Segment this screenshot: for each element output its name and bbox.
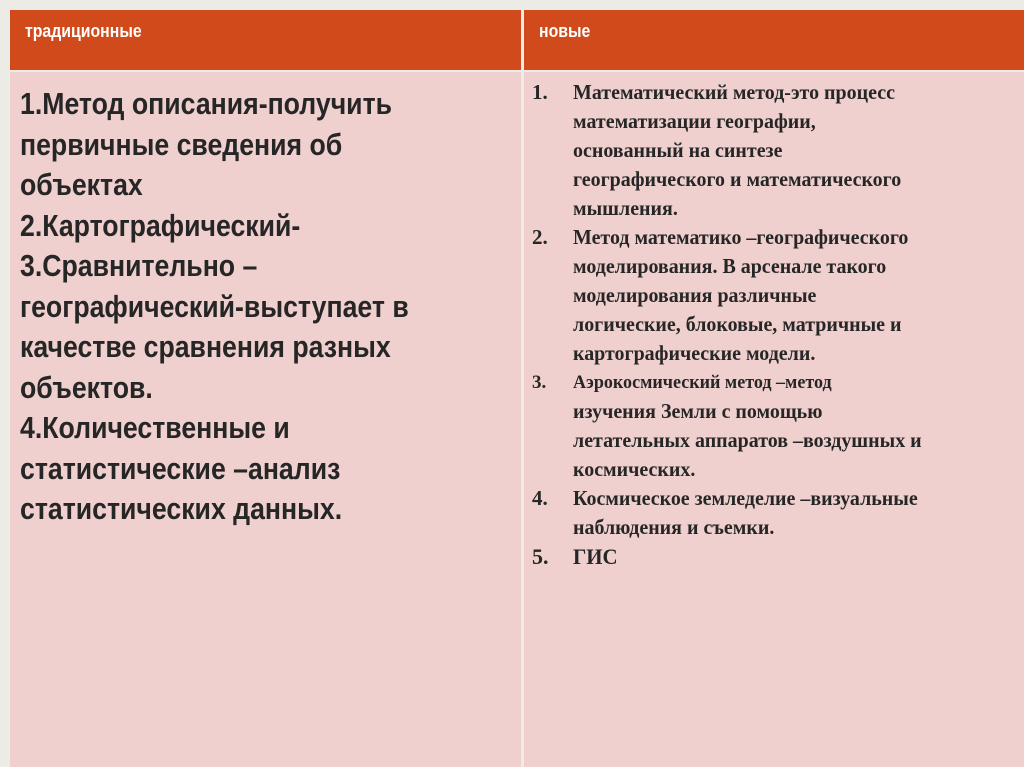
item-line: математизации географии, — [573, 109, 816, 133]
item-number: 1. — [532, 80, 548, 104]
item-line: космических. — [573, 457, 696, 481]
item-number: 2. — [532, 225, 548, 249]
item-line: изучения Земли с помощью — [573, 399, 823, 423]
item-line: Метод математико –географического — [573, 225, 909, 249]
item-line: наблюдения и съемки. — [573, 515, 775, 539]
new-cell — [524, 72, 1024, 767]
new-methods-list — [524, 78, 940, 571]
item-number: 4. — [532, 486, 548, 510]
item-line: Математический метод-это процесс — [573, 80, 895, 104]
list-item — [524, 78, 940, 223]
item-line: ГИС — [573, 544, 618, 569]
list-item — [524, 484, 940, 542]
traditional-cell — [10, 72, 521, 767]
header-traditional-label: традиционные — [25, 21, 142, 41]
item-number: 5. — [532, 544, 549, 569]
item-line: географического и математического — [573, 167, 902, 191]
methods-table — [10, 10, 1024, 767]
text-line: первичные сведения об — [20, 126, 343, 162]
list-item — [524, 368, 940, 484]
list-item — [524, 542, 940, 571]
text-line: объектов. — [20, 369, 153, 405]
item-line: Космическое земледелие –визуальные — [573, 486, 918, 510]
item-number: 3. — [532, 372, 547, 393]
item-line: логические, блоковые, матричные и — [573, 312, 902, 336]
item-line: моделирования различные — [573, 283, 817, 307]
text-line: 3.Сравнительно – — [20, 248, 258, 283]
header-new — [524, 10, 1024, 70]
header-new-label: новые — [539, 21, 591, 41]
text-line: качестве сравнения разных — [20, 329, 391, 364]
text-line: объектах — [20, 167, 143, 202]
text-line: географический-выступает в — [20, 288, 409, 324]
item-line: мышления. — [573, 196, 678, 220]
text-line: 1.Метод описания-получить — [20, 86, 393, 121]
item-line: основанный на синтезе — [573, 138, 783, 162]
item-line: картографические модели. — [573, 341, 816, 365]
traditional-text — [20, 84, 472, 530]
list-item — [524, 223, 940, 368]
text-line: 2.Картографический- — [20, 207, 301, 243]
item-line: летательных аппаратов –воздушных и — [573, 428, 922, 452]
text-line: статистических данных. — [20, 491, 343, 526]
item-line: моделирования. В арсенале такого — [573, 254, 887, 278]
text-line: 4.Количественные и — [20, 410, 290, 445]
text-line: статистические –анализ — [20, 450, 341, 486]
item-line: Аэрокосмический метод –метод — [573, 372, 832, 393]
header-traditional — [10, 10, 521, 70]
